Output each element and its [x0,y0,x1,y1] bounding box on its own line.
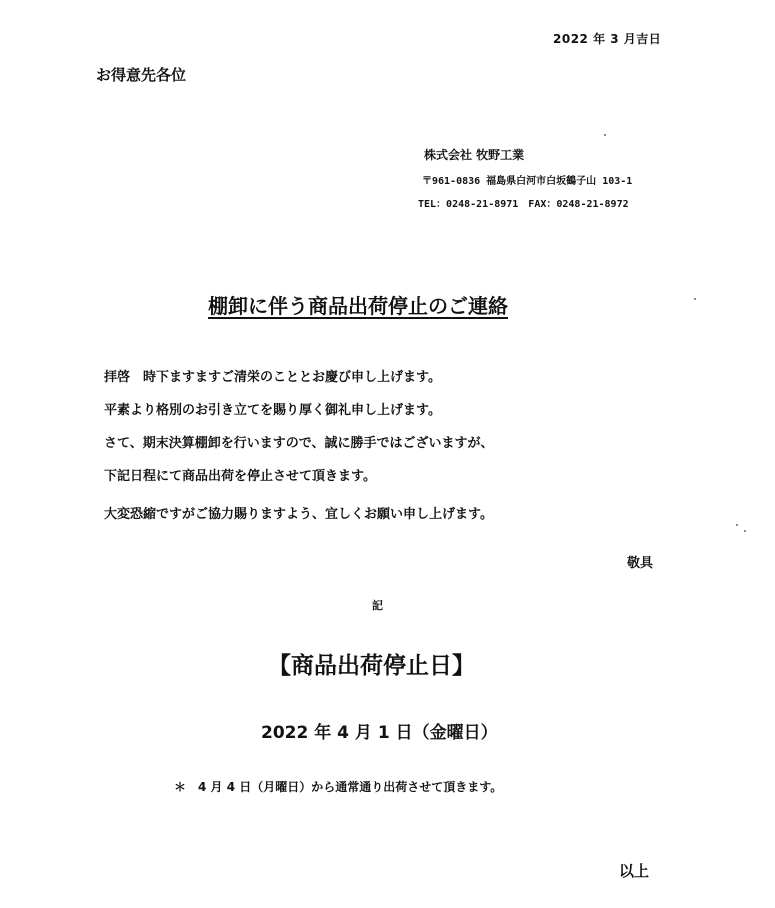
sender-address: 〒961-0836 福島県白河市白坂鶴子山 103-1 [422,176,633,187]
sender-contact: TEL：0248-21-8971 FAX：0248-21-8972 [418,199,629,210]
body-line-3: さて、期末決算棚卸を行いますので、誠に勝手ではございますが、 [104,436,494,451]
body-line-5: 大変恐縮ですがご協力賜りますよう、宜しくお願い申し上げます。 [104,507,493,522]
recipient: お得意先各位 [96,66,187,84]
stop-date: 2022 年 4 月 1 日（金曜日） [261,723,498,743]
scan-speck [744,530,746,532]
letter-title: 棚卸に伴う商品出荷停止のご連絡 [208,294,508,318]
closing-ijo: 以上 [619,862,650,880]
scan-speck [694,298,696,300]
resume-note: ＊ 4 月 4 日（月曜日）から通常通り出荷させて頂きます。 [174,780,503,794]
letter-date: 2022 年 3 月吉日 [553,32,662,46]
ki-marker: 記 [372,599,383,612]
body-line-2: 平素より格別のお引き立てを賜り厚く御礼申し上げます。 [104,403,441,418]
body-line-1: 拝啓 時下ますますご清栄のこととお慶び申し上げます。 [104,370,441,385]
scan-speck [604,134,606,136]
closing-keigu: 敬具 [627,556,654,571]
sender-company: 株式会社 牧野工業 [424,148,525,162]
scan-speck [736,524,738,526]
body-line-4: 下記日程にて商品出荷を停止させて頂きます。 [104,469,376,484]
stop-date-heading: 【商品出荷停止日】 [268,653,475,679]
